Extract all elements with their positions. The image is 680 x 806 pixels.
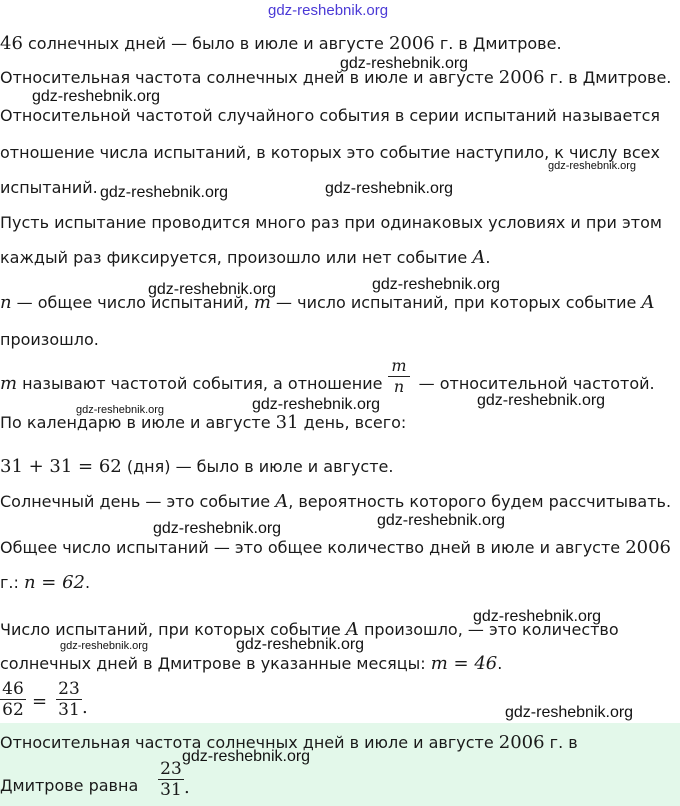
fraction-46-62: 46 62: [0, 680, 26, 719]
watermark: gdz-reshebnik.org: [148, 281, 277, 298]
watermark-top: gdz-reshebnik.org: [268, 2, 389, 19]
watermark: gdz-reshebnik.org: [252, 396, 381, 413]
line-19: Относительная частота солнечных дней в июле и августе 2006 г. в: [0, 732, 578, 753]
watermark: gdz-reshebnik.org: [377, 512, 506, 529]
watermark: gdz-reshebnik.org: [76, 404, 165, 416]
line-16: Число испытаний, при которых событие A произошло, — это количество: [0, 619, 619, 640]
line-14: Общее число испытаний — это общее количество дней в июле и августе 2006: [0, 537, 672, 558]
line-7: каждый раз фиксируется, произошло или нет событие A.: [0, 247, 491, 268]
watermark: gdz-reshebnik.org: [32, 88, 161, 105]
watermark: gdz-reshebnik.org: [100, 184, 229, 201]
watermark: gdz-reshebnik.org: [548, 160, 637, 172]
line-13: Солнечный день — это событие A, вероятность которого будем рассчитывать.: [0, 491, 672, 512]
line-11: По календарю в июле и августе 31 день, всего:: [0, 412, 407, 433]
period-2: .: [184, 777, 190, 798]
line-20: Дмитрове равна: [0, 776, 139, 795]
watermark: gdz-reshebnik.org: [325, 180, 454, 197]
line-5: испытаний.: [0, 178, 98, 197]
line-1: 46 солнечных дней — было в июле и августе 2006 г. в Дмитрове.: [0, 33, 562, 54]
fraction-23-31: 23 31: [56, 680, 82, 719]
fraction-m-over-n: m n: [388, 357, 410, 396]
watermark: gdz-reshebnik.org: [153, 520, 282, 537]
watermark: gdz-reshebnik.org: [505, 704, 634, 721]
line-3: Относительной частотой случайного события в серии испытаний называется: [0, 106, 661, 125]
line-15: г.: n = 62.: [0, 572, 91, 593]
period-1: .: [82, 697, 88, 718]
line-4: отношение числа испытаний, в которых это событие наступило, к числу всех: [0, 143, 660, 162]
watermark: gdz-reshebnik.org: [477, 392, 606, 409]
watermark: gdz-reshebnik.org: [182, 748, 311, 765]
line-9: произошло.: [0, 330, 99, 349]
line-6: Пусть испытание проводится много раз при одинаковых условиях и при этом: [0, 213, 662, 232]
watermark: gdz-reshebnik.org: [60, 640, 149, 652]
line-17: солнечных дней в Дмитрове в указанные месяцы: m = 46.: [0, 653, 503, 674]
line-2: Относительная частота солнечных дней в июле и августе 2006 г. в Дмитрове.: [0, 67, 672, 88]
line-8: n — общее число испытаний, m — число испытаний, при которых событие A: [0, 292, 655, 313]
line-12: 31 + 31 = 62 (дня) — было в июле и августе.: [0, 456, 394, 477]
watermark: gdz-reshebnik.org: [372, 276, 501, 293]
fraction-answer: 23 31: [158, 760, 184, 799]
watermark: gdz-reshebnik.org: [340, 55, 469, 72]
equals-sign: =: [32, 691, 48, 712]
watermark: gdz-reshebnik.org: [236, 636, 365, 653]
watermark: gdz-reshebnik.org: [473, 608, 602, 625]
line-10: m называют частотой события, а отношение — относительной частотой.: [0, 373, 655, 394]
